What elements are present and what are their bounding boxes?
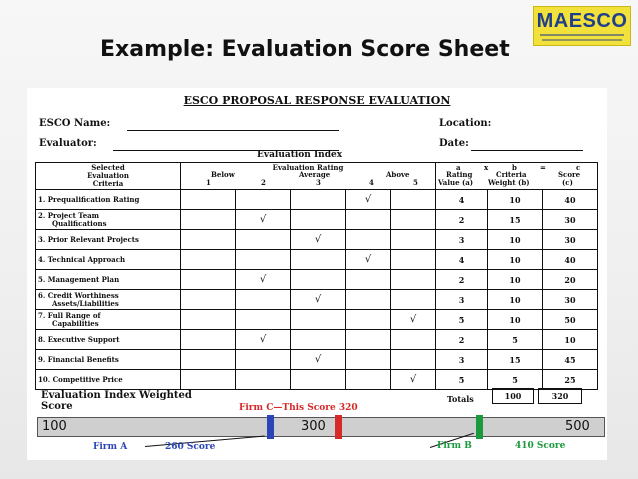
logo-tagline-line-2 <box>542 39 622 41</box>
check-mark: √ <box>259 214 267 225</box>
rating-cell <box>346 230 391 250</box>
logo-name: MAESCO <box>536 10 628 32</box>
firm-a-marker <box>267 415 274 439</box>
rating-value-cell: 2 <box>436 210 488 230</box>
rating-cell <box>181 370 236 390</box>
rating-cell <box>236 350 291 370</box>
score-cell: 20 <box>543 270 598 290</box>
check-mark: √ <box>259 334 267 345</box>
score-cell: 40 <box>543 190 598 210</box>
score-cell: 45 <box>543 350 598 370</box>
rating-cell <box>291 270 346 290</box>
criteria-cell: 10. Competitive Price <box>36 370 181 390</box>
criteria-cell: 6. Credit Worthiness Assets/Liabilities <box>36 290 181 310</box>
firm-b-label: Firm B <box>437 441 472 451</box>
esco-name-line <box>127 130 339 131</box>
table-row <box>36 190 598 210</box>
score-cell: 10 <box>543 330 598 350</box>
rating-value-cell: 5 <box>436 310 488 330</box>
rating-check-cell <box>391 370 436 390</box>
firm-c-label: Firm C—This Score 320 <box>239 403 358 413</box>
firm-b-score: 410 Score <box>515 441 566 451</box>
rating-cell <box>236 310 291 330</box>
check-mark: √ <box>409 314 417 325</box>
totals-label: Totals <box>447 394 474 404</box>
rating-cell <box>181 350 236 370</box>
rating-cell <box>291 210 346 230</box>
evaluator-label: Evaluator: <box>39 138 97 149</box>
criteria-weight-cell: 10 <box>488 310 543 330</box>
rating-cell <box>346 350 391 370</box>
rating-cell <box>236 190 291 210</box>
criteria-weight-cell: 10 <box>488 190 543 210</box>
rating-check-cell <box>236 270 291 290</box>
rating-cell <box>291 370 346 390</box>
rating-cell <box>236 290 291 310</box>
rating-value-cell: 5 <box>436 370 488 390</box>
table-row <box>36 330 598 350</box>
score-cell: 30 <box>543 290 598 310</box>
rating-cell <box>391 290 436 310</box>
table-row <box>36 310 598 330</box>
check-mark: √ <box>259 274 267 285</box>
table-row <box>36 250 598 270</box>
table-row <box>36 290 598 310</box>
check-mark: √ <box>314 354 322 365</box>
document-title: ESCO PROPOSAL RESPONSE EVALUATION <box>183 94 451 107</box>
rating-cell <box>291 190 346 210</box>
rating-cell <box>391 330 436 350</box>
evaluation-table-body <box>36 163 598 390</box>
rating-value-cell: 3 <box>436 230 488 250</box>
score-cell: 50 <box>543 310 598 330</box>
total-weight: 100 <box>492 388 534 404</box>
rating-cell <box>181 210 236 230</box>
total-score: 320 <box>538 388 582 404</box>
rating-cell <box>391 350 436 370</box>
score-scale-bar <box>37 417 605 437</box>
table-row <box>36 210 598 230</box>
logo-tagline-line <box>540 34 624 36</box>
criteria-weight-cell: 10 <box>488 270 543 290</box>
criteria-cell: 9. Financial Benefits <box>36 350 181 370</box>
criteria-weight-cell: 5 <box>488 330 543 350</box>
weighted-score-label: Evaluation Index Weighted Score <box>41 390 192 412</box>
rating-cell <box>346 310 391 330</box>
criteria-cell: 7. Full Range of Capabilities <box>36 310 181 330</box>
rating-cell <box>391 230 436 250</box>
date-label: Date: <box>439 138 469 149</box>
score-cell: 30 <box>543 210 598 230</box>
score-cell: 30 <box>543 230 598 250</box>
rating-cell <box>346 330 391 350</box>
scale-max-label: 500 <box>565 419 590 434</box>
rating-check-cell <box>391 310 436 330</box>
rating-check-cell <box>346 190 391 210</box>
rating-cell <box>391 250 436 270</box>
criteria-weight-cell: 10 <box>488 230 543 250</box>
rating-cell <box>391 190 436 210</box>
rating-cell <box>346 370 391 390</box>
rating-check-cell <box>291 230 346 250</box>
rating-check-cell <box>236 330 291 350</box>
check-mark: √ <box>314 234 322 245</box>
check-mark: √ <box>364 254 372 265</box>
evaluation-index-label: Evaluation Index <box>257 150 343 160</box>
table-row <box>36 230 598 250</box>
criteria-weight-cell: 15 <box>488 210 543 230</box>
check-mark: √ <box>409 374 417 385</box>
rating-cell <box>181 230 236 250</box>
rating-check-cell <box>346 250 391 270</box>
rating-cell <box>291 310 346 330</box>
rating-value-cell: 4 <box>436 190 488 210</box>
scale-min-label: 100 <box>42 419 67 434</box>
table-row <box>36 350 598 370</box>
date-line <box>471 150 583 151</box>
criteria-cell: 8. Executive Support <box>36 330 181 350</box>
rating-cell <box>346 290 391 310</box>
rating-check-cell <box>291 350 346 370</box>
evaluation-table <box>35 162 598 390</box>
rating-value-cell: 3 <box>436 350 488 370</box>
rating-cell <box>236 230 291 250</box>
rating-cell <box>181 250 236 270</box>
rating-cell <box>236 370 291 390</box>
location-label: Location: <box>439 118 492 129</box>
table-row <box>36 270 598 290</box>
firm-a-label: Firm A <box>93 442 128 452</box>
rating-cell <box>236 250 291 270</box>
criteria-weight-cell: 5 <box>488 370 543 390</box>
rating-value-cell: 3 <box>436 290 488 310</box>
rating-cell <box>391 270 436 290</box>
scale-mid-label: 300 <box>301 419 326 434</box>
rating-cell <box>346 210 391 230</box>
criteria-weight-cell: 10 <box>488 290 543 310</box>
header-criteria: Selected Evaluation Criteria <box>36 163 181 190</box>
slide-title: Example: Evaluation Score Sheet <box>100 37 510 62</box>
check-mark: √ <box>314 294 322 305</box>
rating-cell <box>181 190 236 210</box>
maesco-logo <box>533 6 631 46</box>
evaluation-document <box>27 88 607 460</box>
check-mark: √ <box>364 194 372 205</box>
esco-name-label: ESCO Name: <box>39 118 111 129</box>
table-header-row <box>36 163 598 190</box>
rating-check-cell <box>291 290 346 310</box>
criteria-cell: 1. Prequalification Rating <box>36 190 181 210</box>
firm-c-marker <box>335 415 342 439</box>
rating-cell <box>181 270 236 290</box>
score-cell: 25 <box>543 370 598 390</box>
rating-check-cell <box>236 210 291 230</box>
score-cell: 40 <box>543 250 598 270</box>
rating-value-cell: 2 <box>436 270 488 290</box>
header-rating: Evaluation Rating Below Average Above 1 2 3 4 5 <box>181 163 436 190</box>
header-formula: a x b = c Rating Value (a) Criteria Weight (b) Score (c) <box>436 163 598 190</box>
criteria-cell: 5. Management Plan <box>36 270 181 290</box>
rating-cell <box>181 310 236 330</box>
rating-cell <box>291 250 346 270</box>
criteria-cell: 3. Prior Relevant Projects <box>36 230 181 250</box>
rating-cell <box>181 290 236 310</box>
table-row <box>36 370 598 390</box>
rating-value-cell: 4 <box>436 250 488 270</box>
rating-cell <box>346 270 391 290</box>
criteria-weight-cell: 10 <box>488 250 543 270</box>
firm-b-marker <box>476 415 483 439</box>
criteria-weight-cell: 15 <box>488 350 543 370</box>
criteria-cell: 4. Technical Approach <box>36 250 181 270</box>
rating-value-cell: 2 <box>436 330 488 350</box>
firm-a-score: 260 Score <box>165 442 216 452</box>
criteria-cell: 2. Project Team Qualifications <box>36 210 181 230</box>
rating-cell <box>291 330 346 350</box>
rating-cell <box>181 330 236 350</box>
rating-cell <box>391 210 436 230</box>
